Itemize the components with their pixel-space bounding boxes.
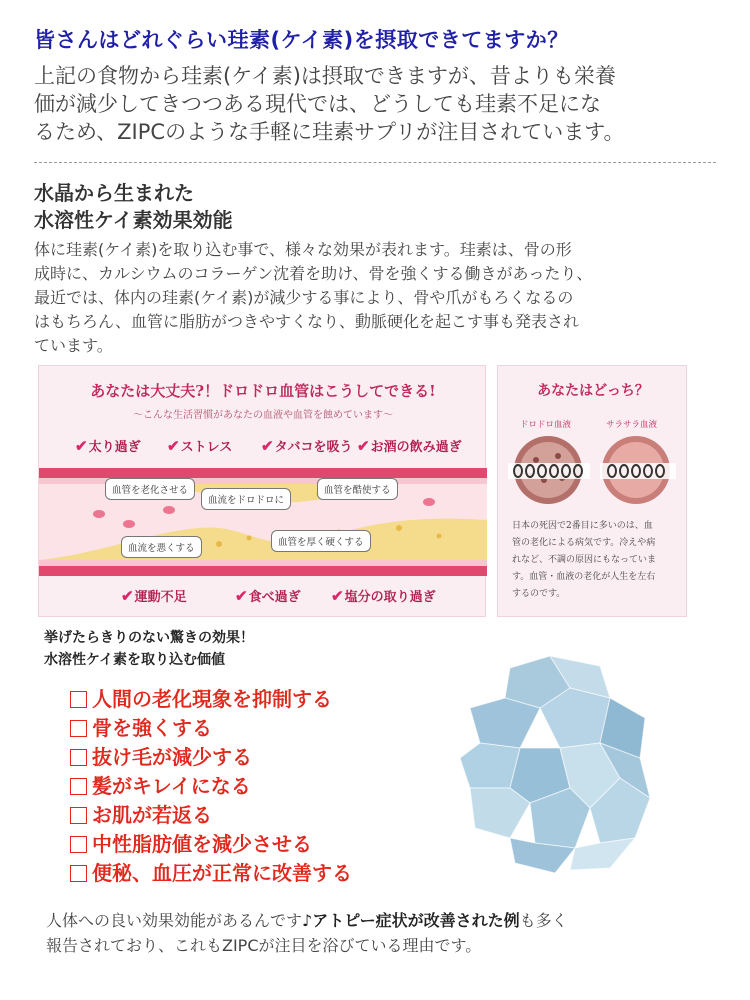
body-line: ています。 [34, 336, 113, 355]
benefit-label: お肌が若返る [92, 803, 212, 827]
cause-item [261, 436, 352, 455]
cause-item [121, 586, 187, 605]
intro-line: 上記の食物から珪素(ケイ素)は摂取できますが、昔よりも栄養 [34, 64, 616, 88]
checkbox-icon [70, 749, 87, 766]
thick-blood-label: ドロドロ血液 [520, 420, 572, 430]
description-line: 管の老化による病気です。冷えや病 [512, 538, 656, 548]
checkmark-icon: ✔ [261, 437, 274, 455]
effect-bubble: 血流をドロドロに [201, 488, 291, 510]
section-heading-line: 水溶性ケイ素効果効能 [34, 208, 233, 232]
cause-item [75, 436, 141, 455]
body-line: はもちろん、血管に脂肪がつきやすくなり、動脈硬化を起こす事も発表され [34, 312, 579, 331]
footer-paragraph [46, 908, 726, 958]
benefits-list [70, 685, 352, 888]
effect-bubble: 血管を酷使する [317, 478, 398, 500]
benefit-label: 抜け毛が減少する [92, 745, 252, 769]
cause-item [357, 436, 462, 455]
checkbox-icon [70, 807, 87, 824]
blood-comparison-panel [497, 365, 687, 617]
footer-text: も多く [519, 911, 568, 930]
cause-label: 食べ過ぎ [248, 590, 301, 605]
section-heading-line: 水晶から生まれた [34, 181, 194, 205]
benefit-label: 人間の老化現象を抑制する [92, 687, 332, 711]
section-heading [34, 180, 233, 234]
illustration-subtitle: ～こんな生活習慣があなたの血液や血管を蝕めています～ [133, 410, 393, 421]
effects-heading-line: 水溶性ケイ素を取り込む価値 [44, 652, 226, 668]
cause-label: ストレス [180, 440, 233, 455]
benefit-label: 骨を強くする [92, 716, 212, 740]
checkbox-icon [70, 865, 87, 882]
benefit-item [70, 830, 352, 859]
cause-label: タバコを吸う [274, 440, 353, 455]
benefit-item [70, 772, 352, 801]
body-line: 成時に、カルシウムのコラーゲン沈着を助け、骨を強くする働きがあったり、 [34, 264, 593, 283]
comparison-description [512, 518, 682, 603]
silica-crystal-image [450, 648, 660, 878]
blood-vessel-cross-sections [506, 430, 682, 512]
effect-bubble: 血管を老化させる [105, 478, 195, 500]
effect-bubble: 血管を厚く硬くする [271, 530, 371, 552]
dashed-divider [34, 162, 716, 163]
description-line: 日本の死因で2番目に多いのは、血 [512, 521, 653, 531]
cause-item [235, 586, 301, 605]
smooth-blood-label: サラサラ血液 [606, 420, 658, 430]
checkmark-icon: ✔ [75, 437, 88, 455]
cause-item [167, 436, 232, 455]
checkmark-icon: ✔ [331, 587, 344, 605]
body-line: 体に珪素(ケイ素)を取り込む事で、様々な効果が表れます。珪素は、骨の形 [34, 240, 572, 259]
description-line: す。血管・血液の老化が人生を左右 [512, 572, 656, 582]
body-paragraph [34, 238, 724, 358]
blood-vessel-illustration [38, 365, 486, 617]
benefit-label: 便秘、血圧が正常に改善する [92, 861, 352, 885]
checkmark-icon: ✔ [167, 437, 180, 455]
illustration-title: あなたは大丈夫?！ドロドロ血管はこうしてできる! [90, 382, 436, 400]
benefit-item [70, 743, 352, 772]
benefit-item [70, 685, 352, 714]
benefit-item [70, 859, 352, 888]
effect-bubble: 血流を悪くする [121, 536, 202, 558]
comparison-title: あなたはどっち？ [537, 383, 649, 399]
body-line: 最近では、体内の珪素(ケイ素)が減少する事により、骨や爪がもろくなるの [34, 288, 574, 307]
checkbox-icon [70, 720, 87, 737]
description-line: れなど、不調の原因にもなっていま [512, 555, 657, 565]
cause-label: 塩分の取り過ぎ [344, 590, 436, 605]
cause-item [331, 586, 436, 605]
footer-text: 人体への良い効果効能があるんです [46, 911, 303, 930]
checkmark-icon: ✔ [121, 587, 134, 605]
benefit-label: 髪がキレイになる [92, 774, 251, 798]
intro-line: 価が減少してきつつある現代では、どうしても珪素不足にな [34, 92, 601, 116]
checkmark-icon: ✔ [235, 587, 248, 605]
benefit-label: 中性脂肪値を減少させる [92, 832, 312, 856]
benefit-item [70, 801, 352, 830]
effects-heading [44, 627, 254, 671]
intro-line: るため、ZIPCのような手軽に珪素サプリが注目されています。 [34, 120, 625, 144]
description-line: するのです。 [512, 589, 566, 599]
checkbox-icon [70, 691, 87, 708]
footer-line: 報告されており、これもZIPCが注目を浴びている理由です。 [46, 936, 482, 955]
cause-label: お酒の飲み過ぎ [370, 440, 462, 455]
cause-label: 太り過ぎ [88, 440, 141, 455]
checkbox-icon [70, 836, 87, 853]
benefit-item [70, 714, 352, 743]
effects-heading-line: 挙げたらきりのない驚きの効果！ [44, 630, 254, 646]
footer-line [46, 908, 726, 933]
checkbox-icon [70, 778, 87, 795]
footer-emphasis: ♪アトピー症状が改善された例 [302, 911, 520, 930]
question-title: 皆さんはどれぐらい珪素(ケイ素)を摂取できてますか？ [34, 28, 569, 52]
cause-label: 運動不足 [134, 590, 187, 605]
checkmark-icon: ✔ [357, 437, 370, 455]
intro-paragraph [34, 62, 724, 146]
